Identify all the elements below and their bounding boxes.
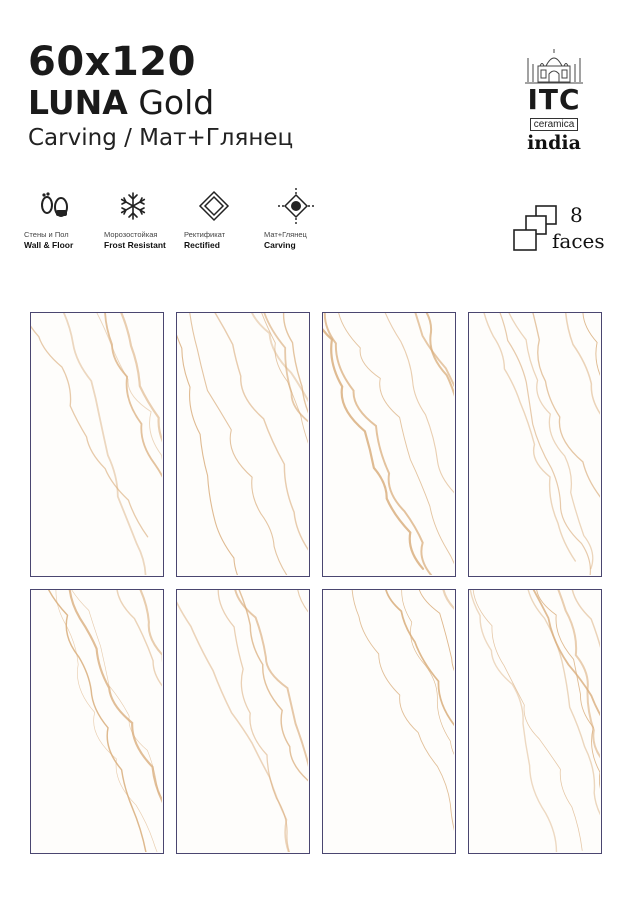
feature-frost-resistant [104,188,180,251]
marble-vein [583,313,600,575]
marble-texture [177,590,308,852]
feature-rectified [184,188,260,251]
marble-vein [234,590,308,852]
collection-name [28,84,293,122]
logo-india: india [527,132,581,154]
marble-vein [412,313,454,559]
feature-label-ru: Ректификат [184,230,226,239]
faces-count: 8 [570,203,583,227]
marble-vein [420,313,454,572]
marble-vein [482,313,575,561]
marble-vein [530,313,600,571]
tile-face-6 [176,589,310,854]
feature-label-en: Rectified [184,240,220,250]
feature-label-en: Wall & Floor [24,240,74,250]
marble-vein [496,313,590,575]
marble-texture [31,313,162,575]
marble-texture [469,313,600,575]
marble-texture [177,313,308,575]
marble-vein [249,313,308,563]
marble-vein [297,590,308,852]
logo-itc: ITC [527,83,581,116]
feature-carving [264,188,340,251]
footprints-icon [38,191,72,221]
marble-vein [325,313,435,575]
logo-ceramica: ceramica [530,118,579,131]
carving-icon [278,188,314,224]
collection-color: Gold [138,83,215,122]
tile-grid [30,312,606,858]
tile-face-3 [322,312,456,577]
feature-label-en: Frost Resistant [104,240,166,250]
faces-label: faces [552,229,605,253]
marble-texture [469,590,600,852]
marble-texture [323,313,454,575]
marble-vein [31,313,148,537]
feature-list [24,188,344,251]
marble-vein [505,313,593,569]
marble-vein [337,313,454,575]
tile-face-2 [176,312,310,577]
feature-label-ru: Стены и Пол [24,230,69,239]
tile-face-7 [322,589,456,854]
marble-vein [258,313,308,569]
marble-vein [402,590,454,852]
taj-mahal-icon [524,44,584,86]
feature-label-ru: Мат+Глянец [264,230,307,239]
marble-vein [473,590,582,851]
marble-vein [528,590,600,846]
tile-face-1 [30,312,164,577]
tile-face-4 [468,312,602,577]
marble-vein [565,313,600,575]
marble-texture [323,590,454,852]
collection-title: LUNA [28,83,128,122]
marble-vein [284,313,308,575]
snowflake-icon [118,191,148,221]
marble-vein [92,313,162,575]
finish-label: Carving / Мат+Глянец [28,125,294,151]
faces-badge [512,204,612,260]
feature-label-ru: Морозостойкая [104,230,158,239]
marble-vein [352,590,454,842]
tile-size: 60x120 [28,39,196,85]
marble-texture [31,590,162,852]
marble-vein [177,590,295,852]
marble-vein [555,590,601,846]
tile-face-5 [30,589,164,854]
marble-vein [323,313,423,569]
marble-vein [66,590,162,830]
marble-vein [452,313,455,550]
tile-face-8 [468,589,602,854]
marble-vein [235,590,308,852]
marble-vein [56,590,162,852]
marble-vein [218,590,296,852]
rectified-icon [198,190,230,222]
marble-vein [117,313,162,575]
brand-logo [514,44,594,156]
marble-vein [381,313,454,560]
marble-vein [469,590,556,852]
title-block [28,40,293,153]
feature-label-en: Carving [264,240,296,250]
marble-vein [189,313,298,575]
feature-wall-floor [24,188,100,251]
